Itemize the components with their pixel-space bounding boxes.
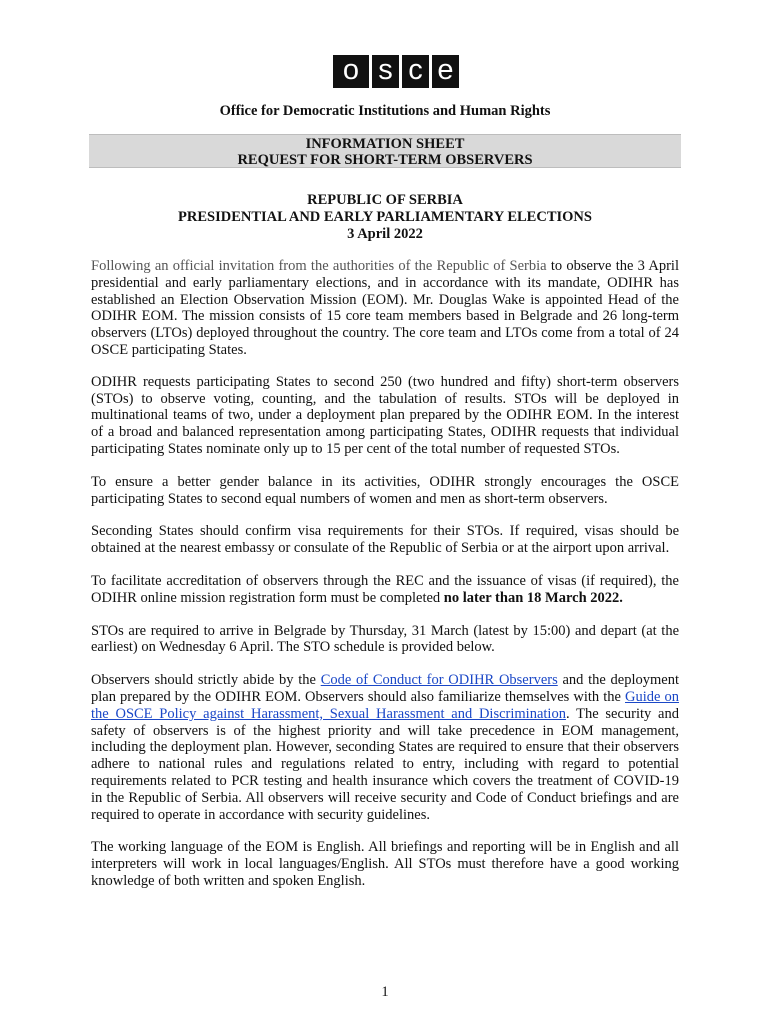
info-sheet-banner: [89, 134, 681, 168]
logo-letter-s: s: [372, 55, 399, 88]
paragraph-invitation: [91, 258, 679, 359]
deadline-text: no later than 18 March 2022.: [443, 589, 623, 606]
paragraph-schedule: STOs are required to arrive in Belgrade by Thursday, 31 March (latest by 15:00) and depart (at the earliest) on Wednesday 6 April. The STO schedule is provided below.: [91, 622, 679, 656]
info-sheet-title: INFORMATION SHEET: [305, 136, 465, 152]
elections-title: PRESIDENTIAL AND EARLY PARLIAMENTARY ELECTIONS: [178, 209, 592, 225]
document-titles: [0, 192, 770, 243]
logo-letter-e: e: [432, 55, 459, 88]
paragraph-gender-balance: To ensure a better gender balance in its activities, ODIHR strongly encourages the OSCE participating States to second equal numbers of women and men as short-term observers.: [91, 473, 679, 507]
logo-letter-o: o: [333, 55, 369, 88]
request-title: REQUEST FOR SHORT-TERM OBSERVERS: [237, 152, 533, 168]
logo-letter-c: c: [402, 55, 429, 88]
paragraph-conduct: [91, 672, 679, 823]
country-title: REPUBLIC OF SERBIA: [307, 192, 463, 208]
document-body: [91, 258, 679, 906]
conduct-text-c: . The security and safety of observers is of the highest priority and will take precedence in EOM management, including the deployment plan. However, seconding States are required to ensure that their observers adhere to national rules and regulations related to entry, including with regard to potential requirements related to PCR testing and health insurance which covers the treatment of COVID-19 in the Republic of Serbia. All observers will receive security and Code of Conduct briefings and are required to operate in accordance with security guidelines.: [91, 705, 679, 823]
paragraph-sto-request: ODIHR requests participating States to second 250 (two hundred and fifty) short-term observers (STOs) to observe voting, counting, and the tabulation of results. STOs will be deployed in multinational teams of two, under a deployment plan prepared by the ODIHR EOM. In the interest of a broad and balanced representation among participating States, ODIHR requests that individual participating States nominate only up to 15 per cent of the total number of requested STOs.: [91, 373, 679, 457]
paragraph-accreditation: [91, 573, 679, 607]
invitation-text: to observe the 3 April presidential and early parliamentary elections, and in accordance with its mandate, ODIHR has established an Election Observation Mission (EOM). Mr. Douglas Wake is appointed Head of the ODIHR EOM. The mission consists of 15 core team members based in Belgrade and 26 long-term observers (LTOs) deployed throughout the country. The core team and LTOs come from a total of 24 OSCE participating States.: [91, 258, 679, 358]
harassment-policy-link[interactable]: Guide on the OSCE Policy against Harassment, Sexual Harassment and Discrimination: [91, 688, 679, 722]
accreditation-text: To facilitate accreditation of observers through the REC and the issuance of visas (if required), the ODIHR online mission registration form must be completed: [91, 572, 679, 606]
osce-logo: [333, 55, 459, 88]
page-number: 1: [381, 984, 389, 1000]
conduct-text-b: and the deployment plan prepared by the ODIHR EOM. Observers should also familiarize themselves with the: [91, 672, 680, 705]
conduct-text-a: Observers should strictly abide by the: [91, 672, 321, 689]
code-of-conduct-link[interactable]: Code of Conduct for ODIHR Observers: [320, 672, 558, 689]
office-name: Office for Democratic Institutions and Human Rights: [219, 103, 551, 119]
invitation-lead: Following an official invitation from the authorities of the Republic of Serbia: [91, 258, 547, 274]
paragraph-language: The working language of the EOM is English. All briefings and reporting will be in English and all interpreters will work in local languages/English. All STOs must therefore have a good working knowledge of both written and spoken English.: [91, 839, 679, 889]
election-date: 3 April 2022: [347, 226, 423, 242]
paragraph-visa: Seconding States should confirm visa requirements for their STOs. If required, visas should be obtained at the nearest embassy or consulate of the Republic of Serbia or at the airport upon arrival.: [91, 523, 679, 557]
